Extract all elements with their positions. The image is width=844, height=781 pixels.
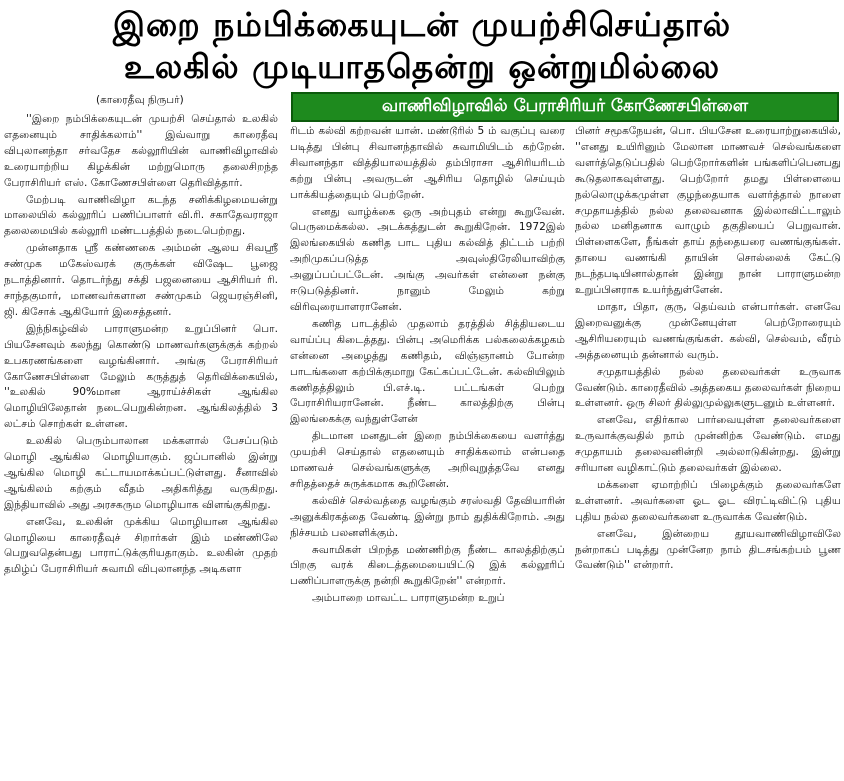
- paragraph: மேற்படி வாணிவிழா கடந்த சனிக்கிழமையன்று மாலையில் கல்லூரிப் பணிப்பாளர் வி.ரி. சகாதேவராஜா தலைமையில் கல்லூரி மண்டபத்தில் நடைபெற்றது.: [4, 193, 278, 238]
- paragraph: அம்பாறை மாவட்ட பாராளுமன்ற உறுப்: [312, 592, 505, 605]
- headline-line-2: உலகில் முடியாததென்று ஒன்றுமில்லை: [123, 47, 721, 86]
- paragraph: சமுதாயத்தில் நல்ல தலைவர்கள் உருவாக வேண்டும். காரைதீவில் அத்தகைய தலைவர்கள் நிறைய உள்ளனர். ஒரு சிலர் தில்லுமுல்லுகளுடனும் உள்ளனர்.: [575, 365, 841, 410]
- paragraph: ரிடம் கல்வி கற்றவன் யான். மண்டூரில் 5 ம் வகுப்பு வரை படித்து பின்பு சிவானந்தாவில் சுவாமியிடம் கற்றேன். சிவானந்தா வித்தியாலயத்தில் தம்பிராசா ஆசிரியரிடம் கற்று பின்பு அவருடன் ஆசிரிய தொழில் செய்யும் பாக்கியத்தையும் பெற்றேன்.: [290, 125, 565, 201]
- paragraph: உலகில் பெரும்பாலான மக்களால் பேசப்படும் மொழி ஆங்கில மொழியாகும். ஜப்பானில் இன்று ஆங்கில மொழி கட்டாயமாக்கப்பட்டுள்ளது. சீனாவில் ஆங்கிலம் கற்கும் வீதம் அதிகரித்து வருகிறது. இந்தியாவில் அது அரசகரும மொழியாக விளங்குகிறது.: [4, 435, 278, 511]
- paragraph: கல்விச் செல்வத்தை வழங்கும் சரஸ்வதி தேவியாரின் அனுக்கிரகத்தை வேண்டி இன்று நாம் துதிக்கிறோம். அது நிச்சயம் பலனளிக்கும்.: [290, 494, 565, 539]
- paragraph: திடமான மனதுடன் இறை நம்பிக்கையை வளர்த்து முயற்சி செய்தால் எதனையும் சாதிக்கலாம் என்பதை மாணவச் செல்வங்களுக்கு அறிவுறுத்தவே எனது சரிதத்தைச் சுருக்கமாக கூறினேன்.: [290, 430, 565, 490]
- paragraph: எனவே, இன்றைய தூயவாணிவிழாவிலே நன்றாகப் படித்து முன்னேற நாம் திடசங்கற்பம் பூண வேண்டும்'' என்றார்.: [575, 527, 841, 572]
- headline-line-1: இறை நம்பிக்கையுடன் முயற்சிசெய்தால்: [112, 5, 732, 44]
- article-column-1: [4, 112, 278, 780]
- byline: (காரைதீவு நிருபர்): [96, 94, 184, 106]
- paragraph: ''இறை நம்பிக்கையுடன் முயற்சி செய்தால் உலகில் எதனையும் சாதிக்கலாம்'' இவ்வாறு காரைதீவு விபுலானந்தா சர்வதேச கல்லூரியின் வாணிவிழாவில் உரையாற்றிய கிழக்கின் மற்றுமொரு தலைசிறந்த பேராசிரியர் எஸ். கோணேசபிள்ளை தெரிவித்தார்.: [4, 113, 278, 189]
- paragraph: முன்னதாக ஸ்ரீ கண்ணகை அம்மன் ஆலய சிவஸ்ரீ சண்முக மகேஸ்வரக் குருக்கள் விஷேட பூஜை நடாத்தினார். தொடர்ந்து சக்தி பஜனையை ஆசிரியர் ரி. சாந்தகுமார், மாணவர்களான சண்முகம் ஜெயரஞ்சினி, ஜி. கிசோக் ஆகியோர் இசைத்தனர்.: [4, 242, 278, 318]
- paragraph: எனவே, உலகின் முக்கிய மொழியான ஆங்கில மொழியை காரைதீவுச் சிறார்கள் இம் மண்ணிலே பெறுவதென்பது பாராட்டுக்குரியதாகும். உலகின் முதற் தமிழ்ப் பேராசிரியர் சுவாமி விபுலானந்த அடிகளா: [4, 515, 278, 576]
- article-column-3: [575, 124, 841, 780]
- paragraph: மக்களை ஏமாற்றிப் பிழைக்கும் தலைவர்களே உள்ளனர். அவர்களை ஓட ஓட விரட்டிவிட்டு புதிய புதிய நல்ல தலைவர்களை உருவாக்க வேண்டும்.: [575, 478, 841, 523]
- article-column-2: [290, 124, 565, 780]
- paragraph: எனது வாழ்க்கை ஒரு அற்புதம் என்று கூறுவேன். பெருமைக்கல்ல. அடக்கத்துடன் கூறுகிறேன். 1972இல் இலங்கையில் கணித பாட புதிய கல்வித் திட்டம் பற்றி அறிமுகப்படுத்த அவுஸ்திரேலியாவிற்கு அனுப்பப்பட்டேன். அங்கு அவர்கள் என்னை நன்கு ஈடுபடுத்தினர். நானும் மேலும் கற்று விரிவுரையாளரானேன்.: [290, 205, 565, 313]
- paragraph: பினர் சமூகநேயன், பொ. பியசேன உரையாற்றுகையில், ''எனது உயிரினும் மேலான மாணவச் செல்வங்களை வளர்த்தெடுப்பதில் பெற்றோர்களின் பங்களிப்பெனபது கூடுதலாகவுள்ளது. பெற்றோர் தமது பிள்ளையை நல்லொழுக்கமுள்ள குழந்தையாக வளர்த்தால் நாளை சமுதாயத்தில் நல்ல தலைவனாக இல்லாவிட்டாலும் நல்ல மனிதனாக வாழும் தகுதியைப் பெறுவான். பிள்ளைகளே, நீங்கள் தாய் தந்தையரை வணங்குங்கள். தாயை வணங்கி தாயின் சொல்லைக் கேட்டு நடந்தபடியினால்தான் இன்று நான் பாராளுமன்ற உறுப்பினராக உயர்ந்துள்ளேன்.: [575, 125, 841, 297]
- paragraph: சுவாமிகள் பிறந்த மண்ணிற்கு நீண்ட காலத்திற்குப் பிறகு வரக் கிடைத்தமையையிட்டு இக் கல்லூரிப் பணிப்பாளருக்கு நன்றி கூறுகிறேன்'' என்றார்.: [290, 543, 565, 588]
- subheading-banner: வாணிவிழாவில் பேராசிரியர் கோணேசபிள்ளை: [291, 92, 839, 122]
- paragraph: எனவே, எதிர்கால பார்வையுள்ள தலைவர்களை உருவாக்குவதில் நாம் முன்னிற்க வேண்டும். எமது சமுதாயம் தலைவனின்றி அல்லாடுகின்றது. இன்று சரியான வழிகாட்டும் தலைவர்கள் இல்லை.: [575, 414, 841, 475]
- paragraph: கணித பாடத்தில் முதலாம் தரத்தில் சித்தியடைய வாய்ப்பு கிடைத்தது. பின்பு அமெரிக்க பல்கலைக்கழகம் என்னை அழைத்து கணிதம், விஞ்ஞானம் போன்ற பாடங்களை கற்பிக்குமாறு கேட்கப்பட்டேன். கல்வியிலும் கணிதத்திலும் பி.எச்.டி. பட்டங்கள் பெற்று பேராசிரியரானேன். நீண்ட காலத்திற்கு பின்பு இலங்கைக்கு வந்துள்ளேன்: [290, 317, 565, 426]
- paragraph: மாதா, பிதா, குரு, தெய்வம் என்பார்கள். எனவே இறைவனுக்கு முன்னேயுள்ள பெற்றோரையும் ஆசிரியரையும் வணங்குங்கள். கல்வி, செல்வம், வீரம் அத்தனையும் தன்னால் வரும்.: [575, 300, 841, 361]
- paragraph: இந்நிகழ்வில் பாராளுமன்ற உறுப்பினர் பொ. பியசேனவும் கலந்து கொண்டு மாணவர்களுக்குக் கற்றல் உபகரணங்களை வழங்கினார். அங்கு பேராசிரியர் கோணேசபிள்ளை மேலும் கருத்துத் தெரிவிக்கையில், ''உலகில் 90%மான ஆராய்ச்சிகள் ஆங்கில மொழியிலேதான் நடைபெறுகின்றன. ஆங்கிலத்தில் 3 லட்சம் சொற்கள் உள்ளன.: [4, 322, 278, 431]
